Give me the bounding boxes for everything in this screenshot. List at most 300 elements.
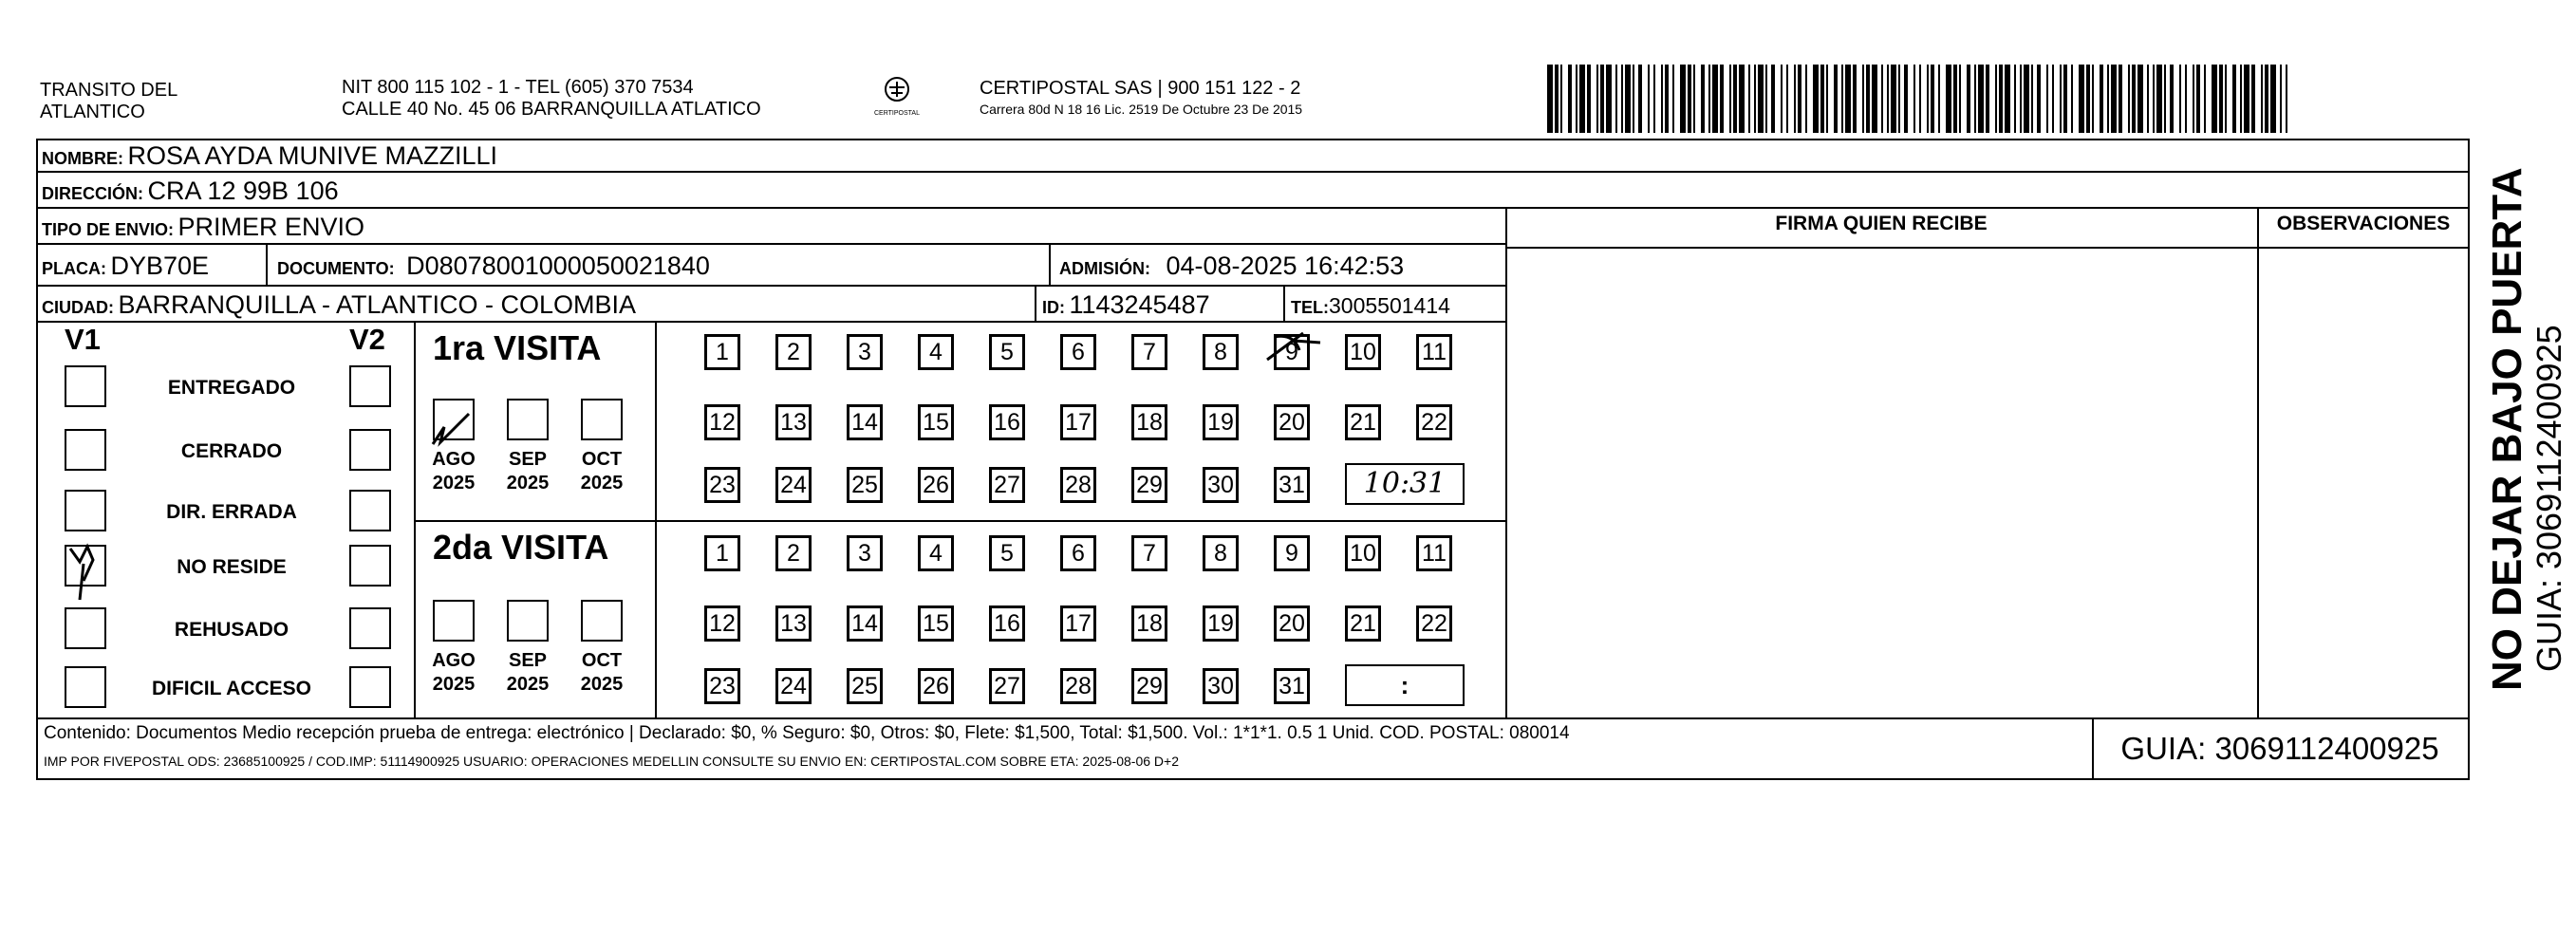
day-box[interactable] xyxy=(704,535,740,571)
tipo-envio-label: TIPO DE ENVIO: xyxy=(42,220,175,239)
barcode-bar xyxy=(1938,65,1940,133)
divider xyxy=(36,321,1505,323)
day-box[interactable] xyxy=(1203,404,1239,440)
day-box[interactable] xyxy=(1060,605,1096,642)
day-box[interactable] xyxy=(918,668,954,704)
divider xyxy=(36,207,2470,209)
placa-value: DYB70E xyxy=(110,251,210,280)
barcode-bar xyxy=(1872,65,1877,133)
barcode-bar xyxy=(1771,65,1775,133)
month-checkbox[interactable] xyxy=(433,399,475,440)
ciudad-value: BARRANQUILLA - ATLANTICO - COLOMBIA xyxy=(118,290,637,319)
divider xyxy=(2257,207,2259,719)
day-number: 13 xyxy=(780,409,807,436)
barcode-bar xyxy=(1579,65,1585,133)
barcode-bar xyxy=(2132,65,2136,133)
year-label: 2025 xyxy=(432,473,476,494)
barcode-bar xyxy=(1927,65,1929,133)
barcode-bar xyxy=(2286,65,2287,133)
day-box[interactable] xyxy=(775,404,812,440)
day-box[interactable] xyxy=(1060,668,1096,704)
barcode-bar xyxy=(2137,65,2143,133)
day-box[interactable] xyxy=(1345,535,1381,571)
barcode-bar xyxy=(2170,65,2174,133)
day-number: 8 xyxy=(1214,540,1227,567)
day-number: 18 xyxy=(1136,409,1163,436)
day-number: 26 xyxy=(923,673,949,699)
v1-checkbox[interactable] xyxy=(65,545,106,587)
day-number: 24 xyxy=(780,673,807,699)
day-box[interactable] xyxy=(1416,535,1452,571)
year-label: 2025 xyxy=(506,674,550,695)
barcode-bar xyxy=(1729,65,1731,133)
barcode-bar xyxy=(2086,65,2090,133)
barcode-bar xyxy=(1720,65,1724,133)
barcode-bar xyxy=(2092,65,2094,133)
day-number: 30 xyxy=(1207,673,1234,699)
month-checkbox[interactable] xyxy=(433,600,475,642)
day-box[interactable] xyxy=(1131,334,1167,370)
id-value: 1143245487 xyxy=(1069,290,1210,319)
day-number: 23 xyxy=(709,673,736,699)
day-number: 29 xyxy=(1136,673,1163,699)
day-box[interactable] xyxy=(1345,334,1381,370)
day-box[interactable] xyxy=(1060,404,1096,440)
barcode-bar xyxy=(1887,65,1889,133)
day-box[interactable] xyxy=(1203,334,1239,370)
day-box[interactable] xyxy=(1131,467,1167,503)
day-box[interactable] xyxy=(1131,605,1167,642)
barcode-bar xyxy=(1826,65,1828,133)
day-number: 27 xyxy=(994,673,1020,699)
month-checkbox[interactable] xyxy=(507,399,549,440)
barcode-bar xyxy=(1798,65,1801,133)
barcode-bar xyxy=(1688,65,1691,133)
day-number: 14 xyxy=(851,610,878,637)
status-label: NO RESIDE xyxy=(177,556,287,578)
divider xyxy=(1035,285,1036,321)
barcode-bar xyxy=(1587,65,1591,133)
barcode-bar xyxy=(1748,65,1750,133)
barcode-bar xyxy=(1953,65,1957,133)
barcode-bar xyxy=(1995,65,1997,133)
day-number: 21 xyxy=(1350,610,1376,637)
divider xyxy=(1049,243,1051,285)
barcode-bar xyxy=(2251,65,2255,133)
barcode-bar xyxy=(1661,65,1663,133)
side-panel xyxy=(2485,169,2576,691)
day-box[interactable] xyxy=(847,668,883,704)
v1-checkbox[interactable] xyxy=(65,429,106,471)
check-mark-icon xyxy=(431,406,478,454)
barcode-bar xyxy=(1680,65,1686,133)
barcode-bar xyxy=(1547,65,1553,133)
tipo-envio-value: PRIMER ENVIO xyxy=(177,213,365,241)
v2-checkbox[interactable] xyxy=(349,607,391,649)
day-box[interactable] xyxy=(1203,605,1239,642)
divider xyxy=(36,243,1505,245)
admision-label: ADMISIÓN: xyxy=(1059,259,1150,278)
day-number: 7 xyxy=(1143,339,1156,365)
year-label: 2025 xyxy=(506,473,550,494)
barcode-bar xyxy=(1701,65,1705,133)
day-number: 25 xyxy=(851,472,878,498)
status-label: DIR. ERRADA xyxy=(166,501,297,523)
barcode-bar xyxy=(2244,65,2249,133)
sender-info xyxy=(342,77,761,121)
day-box[interactable] xyxy=(918,467,954,503)
day-number: 17 xyxy=(1065,409,1092,436)
day-number: 14 xyxy=(851,409,878,436)
day-number: 22 xyxy=(1421,409,1447,436)
day-number: 28 xyxy=(1065,673,1092,699)
barcode-bar xyxy=(2052,65,2054,133)
day-box[interactable] xyxy=(1345,605,1381,642)
barcode-bar xyxy=(2014,65,2016,133)
barcode-bar xyxy=(2219,65,2223,133)
day-number: 15 xyxy=(923,610,949,637)
barcode-bar xyxy=(2107,65,2109,133)
logo-text: CERTIPOSTAL xyxy=(874,110,920,117)
day-box[interactable] xyxy=(1131,404,1167,440)
day-box[interactable] xyxy=(704,668,740,704)
contenido-text: Contenido: Documentos Medio recepción prueba de entrega: electrónico | Declarado: $0, % Seguro: $0, Otros: $0, Flete: $1,500, Total: $1,500. Vol.: 1*1*1. 0.5 1 Unid. COD. POSTAL: 080014 xyxy=(44,723,1570,743)
day-number: 15 xyxy=(923,409,949,436)
day-number: 8 xyxy=(1214,339,1227,365)
barcode-bar xyxy=(2119,65,2122,133)
month-label: SEP xyxy=(508,650,548,671)
day-box[interactable] xyxy=(704,404,740,440)
day-box[interactable] xyxy=(847,605,883,642)
month-label: AGO xyxy=(432,449,476,470)
day-number: 6 xyxy=(1072,339,1085,365)
divider xyxy=(1505,207,1507,719)
day-box[interactable] xyxy=(847,334,883,370)
sender-address: CALLE 40 No. 45 06 BARRANQUILLA ATLATICO xyxy=(342,99,761,120)
barcode-bar xyxy=(2179,65,2181,133)
barcode-bar xyxy=(2024,65,2029,133)
day-number: 3 xyxy=(858,339,871,365)
day-number: 20 xyxy=(1279,610,1305,637)
v2-checkbox[interactable] xyxy=(349,429,391,471)
day-number: 12 xyxy=(709,610,736,637)
day-box[interactable] xyxy=(1203,535,1239,571)
day-number: 9 xyxy=(1285,339,1298,365)
month-checkbox[interactable] xyxy=(581,399,623,440)
day-box[interactable] xyxy=(1274,467,1310,503)
time-placeholder: : xyxy=(1400,671,1409,699)
placa-field xyxy=(42,247,209,283)
barcode-bar xyxy=(1712,65,1718,133)
day-number: 17 xyxy=(1065,610,1092,637)
v2-checkbox[interactable] xyxy=(349,666,391,708)
barcode-bar xyxy=(2037,65,2041,133)
day-box[interactable] xyxy=(1274,535,1310,571)
day-box[interactable] xyxy=(1274,334,1310,370)
day-box[interactable] xyxy=(1203,668,1239,704)
visit2-title: 2da VISITA xyxy=(433,528,609,567)
nombre-label: NOMBRE: xyxy=(42,149,123,168)
barcode-bar xyxy=(2164,65,2166,133)
day-box[interactable] xyxy=(989,535,1025,571)
day-mark-icon xyxy=(1265,331,1322,369)
barcode-bar xyxy=(1866,65,1870,133)
day-box[interactable] xyxy=(775,467,812,503)
day-number: 29 xyxy=(1136,472,1163,498)
barcode-bar xyxy=(1600,65,1604,133)
barcode-bar xyxy=(1754,65,1756,133)
barcode-bar xyxy=(1999,65,2003,133)
divider xyxy=(36,717,2470,719)
barcode-bar xyxy=(1786,65,1788,133)
barcode-bar xyxy=(2232,65,2236,133)
day-box[interactable] xyxy=(847,535,883,571)
day-box[interactable] xyxy=(704,605,740,642)
sender-name-line1: TRANSITO DEL xyxy=(40,80,178,101)
month-checkbox[interactable] xyxy=(581,600,623,642)
barcode-bar xyxy=(2128,65,2130,133)
day-number: 2 xyxy=(787,540,800,567)
company-info xyxy=(980,77,1302,119)
year-label: 2025 xyxy=(432,674,476,695)
day-number: 23 xyxy=(709,472,736,498)
documento-value: D08078001000050021840 xyxy=(406,251,710,280)
day-box[interactable] xyxy=(704,334,740,370)
guia-footer: GUIA: 3069112400925 xyxy=(2120,731,2439,766)
barcode-bar xyxy=(2005,65,2010,133)
day-number: 24 xyxy=(780,472,807,498)
barcode-bar xyxy=(1606,65,1612,133)
time-box[interactable] xyxy=(1345,463,1465,505)
day-number: 19 xyxy=(1207,610,1234,637)
status-label: ENTREGADO xyxy=(167,377,296,399)
barcode-bar xyxy=(1978,65,1984,133)
day-box[interactable] xyxy=(775,535,812,571)
company-name: CERTIPOSTAL SAS | 900 151 122 - 2 xyxy=(980,78,1301,99)
nombre-value: ROSA AYDA MUNIVE MAZZILLI xyxy=(127,141,498,170)
barcode-bar xyxy=(1853,65,1857,133)
no-dejar-bajo-puerta-text: NO DEJAR BAJO PUERTA xyxy=(2484,167,2530,691)
observaciones-area[interactable] xyxy=(2261,251,2466,716)
day-number: 18 xyxy=(1136,610,1163,637)
day-number: 4 xyxy=(929,540,943,567)
day-box[interactable] xyxy=(918,605,954,642)
day-box[interactable] xyxy=(918,404,954,440)
day-box[interactable] xyxy=(989,668,1025,704)
day-number: 22 xyxy=(1421,610,1447,637)
barcode-bar xyxy=(1845,65,1851,133)
barcode-bar xyxy=(1665,65,1669,133)
firma-header: FIRMA QUIEN RECIBE xyxy=(1775,213,1988,234)
barcode-bar xyxy=(2204,65,2206,133)
day-number: 27 xyxy=(994,472,1020,498)
side-guia-text: GUIA: 3069112400925 xyxy=(2529,325,2568,672)
barcode-bar xyxy=(2193,65,2194,133)
month-checkbox[interactable] xyxy=(507,600,549,642)
nombre-row xyxy=(42,139,497,171)
visit1-title: 1ra VISITA xyxy=(433,328,602,367)
month-label: AGO xyxy=(432,650,476,671)
day-box[interactable] xyxy=(1060,535,1096,571)
placa-label: PLACA: xyxy=(42,259,106,278)
day-number: 16 xyxy=(994,409,1020,436)
barcode-bar xyxy=(1596,65,1598,133)
v2-checkbox[interactable] xyxy=(349,490,391,531)
barcode-bar xyxy=(1891,65,1896,133)
day-box[interactable] xyxy=(1203,467,1239,503)
day-box[interactable] xyxy=(1416,404,1452,440)
day-box[interactable] xyxy=(775,668,812,704)
day-number: 2 xyxy=(787,339,800,365)
direccion-label: DIRECCIÓN: xyxy=(42,184,143,203)
v1-checkbox[interactable] xyxy=(65,490,106,531)
year-label: 2025 xyxy=(580,674,624,695)
barcode-bar xyxy=(1781,65,1783,133)
barcode-bar xyxy=(1576,65,1577,133)
month-label: OCT xyxy=(581,650,623,671)
day-box[interactable] xyxy=(1274,605,1310,642)
month-label: OCT xyxy=(581,449,623,470)
divider xyxy=(1505,247,2470,249)
day-box[interactable] xyxy=(989,605,1025,642)
sender-name-line2: ATLANTICO xyxy=(40,102,145,122)
sender-name xyxy=(40,80,177,123)
barcode-bar xyxy=(1898,65,1900,133)
divider xyxy=(2468,139,2470,780)
barcode-bar xyxy=(1834,65,1838,133)
day-number: 25 xyxy=(851,673,878,699)
day-box[interactable] xyxy=(704,467,740,503)
day-box[interactable] xyxy=(775,334,812,370)
barcode-bar xyxy=(1638,65,1642,133)
barcode-bar xyxy=(1946,65,1951,133)
day-number: 26 xyxy=(923,472,949,498)
sender-nit: NIT 800 115 102 - 1 - TEL (605) 370 7534 xyxy=(342,77,694,98)
barcode-bar xyxy=(1959,65,1961,133)
day-box[interactable] xyxy=(847,404,883,440)
day-number: 11 xyxy=(1422,540,1447,567)
direccion-value: CRA 12 99B 106 xyxy=(147,177,339,205)
barcode-bar xyxy=(1805,65,1807,133)
day-box[interactable] xyxy=(1060,467,1096,503)
admision-value: 04-08-2025 16:42:53 xyxy=(1166,251,1405,280)
barcode-bar xyxy=(2212,65,2217,133)
barcode-bar xyxy=(1986,65,1989,133)
barcode-bar xyxy=(1708,65,1710,133)
day-number: 11 xyxy=(1422,339,1447,365)
barcode-bar xyxy=(1739,65,1745,133)
barcode-bar xyxy=(1633,65,1634,133)
barcode-bar xyxy=(1862,65,1864,133)
day-number: 31 xyxy=(1279,673,1305,699)
barcode-bar xyxy=(2240,65,2242,133)
day-box[interactable] xyxy=(989,334,1025,370)
day-number: 6 xyxy=(1072,540,1085,567)
day-box[interactable] xyxy=(847,467,883,503)
barcode-bar xyxy=(1653,65,1655,133)
day-number: 10 xyxy=(1350,339,1376,365)
barcode-bar xyxy=(2020,65,2022,133)
tel-field xyxy=(1291,289,1450,322)
day-number: 16 xyxy=(994,610,1020,637)
barcode-bar xyxy=(1967,65,1970,133)
tel-value: 3005501414 xyxy=(1329,293,1450,318)
status-label: CERRADO xyxy=(180,440,283,462)
v1-checkbox[interactable] xyxy=(65,365,106,407)
day-box[interactable] xyxy=(989,467,1025,503)
firma-signature-area[interactable] xyxy=(1509,251,2255,716)
barcode-bar xyxy=(2046,65,2048,133)
day-box[interactable] xyxy=(1131,535,1167,571)
day-box[interactable] xyxy=(989,404,1025,440)
ciudad-field xyxy=(42,288,636,320)
barcode-bar xyxy=(1555,65,1559,133)
barcode-bar xyxy=(2111,65,2117,133)
day-number: 31 xyxy=(1279,472,1305,498)
day-box[interactable] xyxy=(1274,404,1310,440)
certipostal-logo xyxy=(859,74,935,123)
barcode-bar xyxy=(2079,65,2084,133)
barcode-bar xyxy=(1758,65,1764,133)
barcode-bar xyxy=(1841,65,1843,133)
v2-checkbox[interactable] xyxy=(349,545,391,587)
barcode-bar xyxy=(2156,65,2162,133)
v2-checkbox[interactable] xyxy=(349,365,391,407)
handwritten-time: 10:31 xyxy=(1363,467,1447,500)
imp-text: IMP POR FIVEPOSTAL ODS: 23685100925 / COD.IMP: 51114900925 USUARIO: OPERACIONES MEDELLIN CONSULTE SU ENVIO EN: CERTIPOSTAL.COM SOBRE ETA: 2025-08-06 D+2 xyxy=(44,754,1180,769)
day-number: 1 xyxy=(716,540,729,567)
barcode-bar xyxy=(1931,65,1934,133)
barcode-bar xyxy=(2280,65,2282,133)
v1-checkbox[interactable] xyxy=(65,666,106,708)
id-field xyxy=(1042,288,1210,320)
barcode-bar xyxy=(1919,65,1921,133)
day-box[interactable] xyxy=(1060,334,1096,370)
day-box[interactable] xyxy=(1274,668,1310,704)
barcode-bar xyxy=(1765,65,1767,133)
barcode-bar xyxy=(1820,65,1824,133)
day-number: 13 xyxy=(780,610,807,637)
barcode-bar xyxy=(2196,65,2200,133)
day-box[interactable] xyxy=(1345,404,1381,440)
barcode-bar xyxy=(2153,65,2155,133)
day-box[interactable] xyxy=(1416,605,1452,642)
day-number: 9 xyxy=(1285,540,1298,567)
day-number: 7 xyxy=(1143,540,1156,567)
month-label: SEP xyxy=(508,449,548,470)
barcode-bar xyxy=(2261,65,2263,133)
day-number: 21 xyxy=(1350,409,1376,436)
barcode-bar xyxy=(1881,65,1883,133)
day-box[interactable] xyxy=(918,334,954,370)
day-box[interactable] xyxy=(1416,334,1452,370)
time-box[interactable] xyxy=(1345,664,1465,706)
barcode-bar xyxy=(1733,65,1737,133)
v1-checkbox[interactable] xyxy=(65,607,106,649)
day-number: 19 xyxy=(1207,409,1234,436)
day-box[interactable] xyxy=(1131,668,1167,704)
day-box[interactable] xyxy=(775,605,812,642)
admision-field xyxy=(1059,247,1404,283)
status-label: DIFICIL ACCESO xyxy=(151,678,311,699)
divider xyxy=(414,520,1505,522)
barcode-bar xyxy=(2265,65,2268,133)
company-license: Carrera 80d N 18 16 Lic. 2519 De Octubre 23 De 2015 xyxy=(980,102,1303,117)
day-number: 20 xyxy=(1279,409,1305,436)
barcode-bar xyxy=(1615,65,1617,133)
barcode-bar xyxy=(1672,65,1674,133)
day-box[interactable] xyxy=(918,535,954,571)
